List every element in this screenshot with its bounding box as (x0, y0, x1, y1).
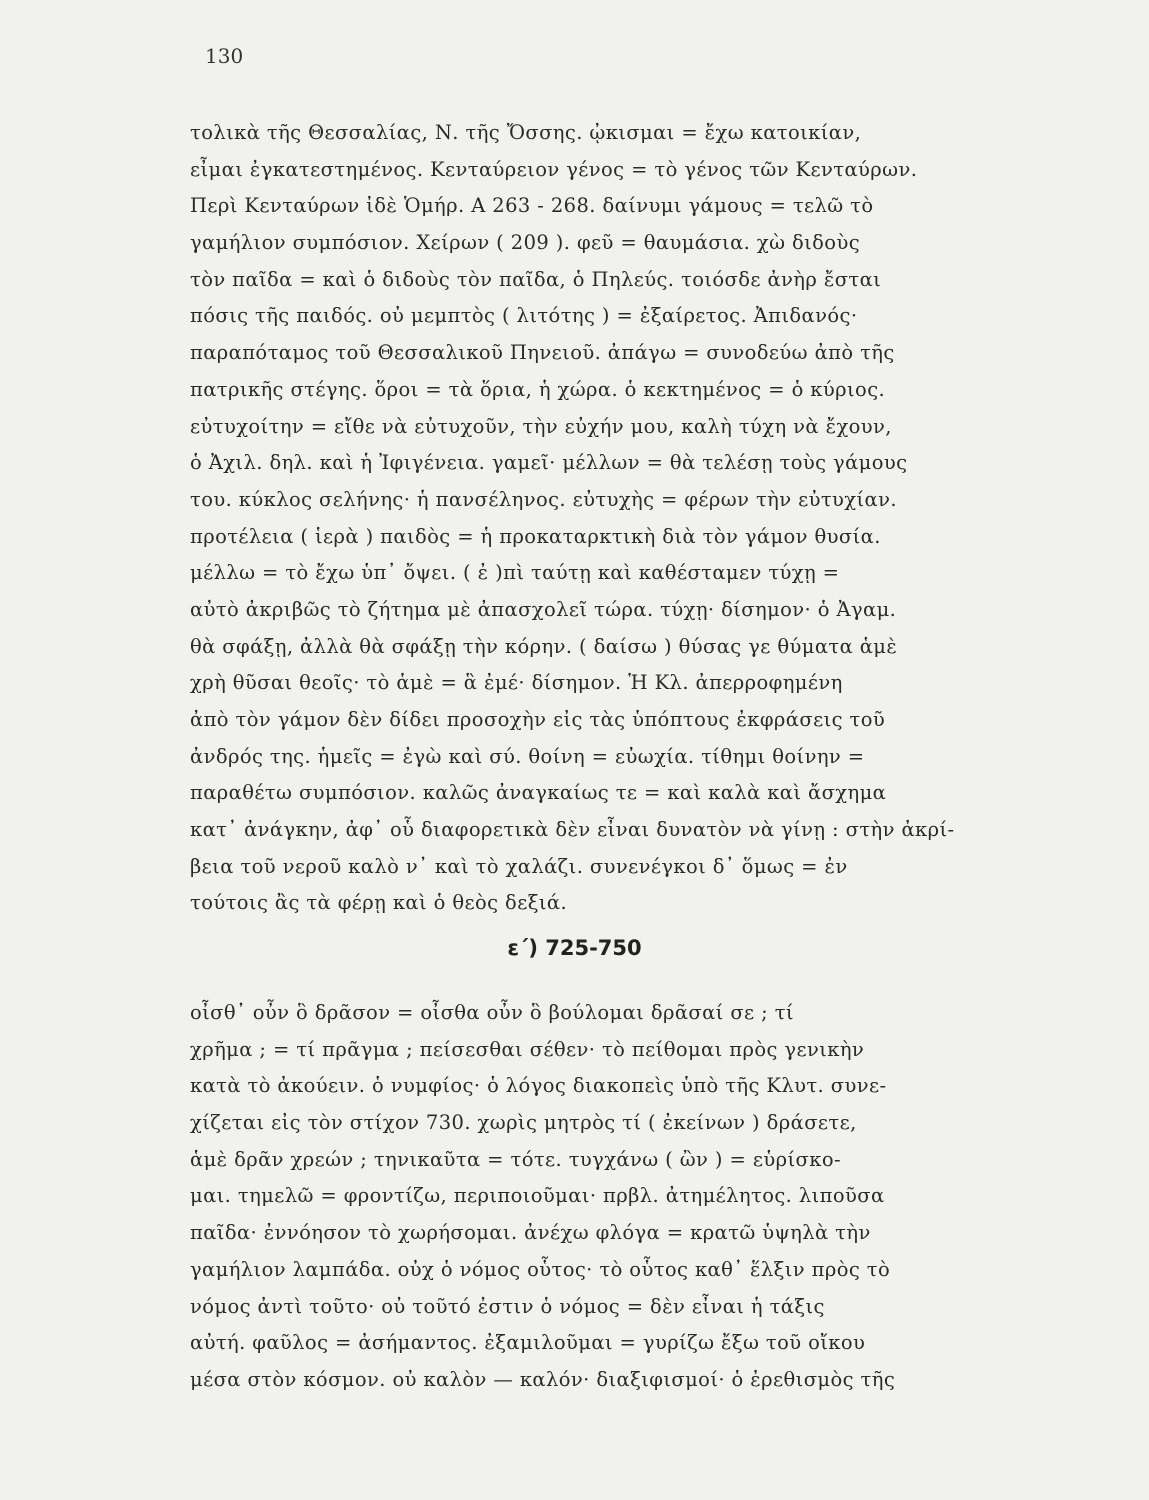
text-line: αὐτή. φαῦλος = ἀσήμαντος. ἐξαμιλοῦμαι = γυρίζω ἔξω τοῦ οἴκου (190, 1331, 866, 1355)
text-line: εὐτυχοίτην = εἴθε νὰ εὐτυχοῦν, τὴν εὐχήν μου, καλὴ τύχη νὰ ἔχουν, (190, 414, 892, 438)
text-line: παῖδα· ἐννόησον τὸ χωρήσομαι. ἀνέχω φλόγα = κρατῶ ὑψηλὰ τὴν (190, 1221, 871, 1245)
text-line: μέσα στὸν κόσμον. οὐ καλὸν — καλόν· διαξιφισμοί· ὁ ἐρεθισμὸς τῆς (190, 1367, 896, 1391)
text-line: τούτοις ἂς τὰ φέρῃ καὶ ὁ θεὸς δεξιά. (190, 891, 568, 915)
text-line: ἀπὸ τὸν γάμον δὲν δίδει προσοχὴν εἰς τὰς ὑπόπτους ἐκφράσεις τοῦ (190, 708, 886, 731)
text-line: χρὴ θῦσαι θεοῖς· τὸ ἁμὲ = ἃ ἐμέ· δίσημον. Ἡ Κλ. ἀπερροφημένη (190, 671, 843, 695)
text-line: προτέλεια ( ἱερὰ ) παιδὸς = ἡ προκαταρκτικὴ διὰ τὸν γάμον θυσία. (190, 524, 881, 548)
text-line: χίζεται εἰς τὸν στίχον 730. χωρὶς μητρὸς τί ( ἐκείνων ) δράσετε, (190, 1111, 857, 1135)
commentary-section-2 (190, 995, 1045, 1399)
text-line: εἶμαι ἐγκατεστημένος. Κενταύρειον γένος = τὸ γένος τῶν Κενταύρων. (190, 157, 918, 181)
text-line: τὸν παῖδα = καὶ ὁ διδοὺς τὸν παῖδα, ὁ Πηλεύς. τοιόσδε ἀνὴρ ἔσται (190, 267, 882, 291)
text-line: ὁ Ἀχιλ. δηλ. καὶ ἡ Ἰφιγένεια. γαμεῖ· μέλλων = θὰ τελέσῃ τοὺς γάμους (190, 451, 908, 475)
text-line: ἀνδρός της. ἡμεῖς = ἐγὼ καὶ σύ. θοίνη = εὐωχία. τίθημι θοίνην = (190, 744, 865, 768)
text-line: χρῆμα ; = τί πρᾶγμα ; πείσεσθαι σέθεν· τὸ πείθομαι πρὸς γενικὴν (190, 1037, 865, 1061)
text-line: τολικὰ τῆς Θεσσαλίας, Ν. τῆς Ὄσσης. ᾠκισμαι = ἔχω κατοικίαν, (190, 121, 862, 144)
text-line: παραπόταμος τοῦ Θεσσαλικοῦ Πηνειοῦ. ἀπάγω = συνοδεύω ἀπὸ τῆς (190, 341, 895, 365)
text-line: παραθέτω συμπόσιον. καλῶς ἀναγκαίως τε = καὶ καλὰ καὶ ἄσχημα (190, 781, 887, 805)
text-line: βεια τοῦ νεροῦ καλὸ ν᾽ καὶ τὸ χαλάζι. συνενέγκοι δ᾽ ὅμως = ἐν (190, 854, 848, 878)
text-line: νόμος ἀντὶ τοῦτο· οὐ τοῦτό ἐστιν ὁ νόμος = δὲν εἶναι ἡ τάξις (190, 1294, 825, 1318)
text-line: γαμήλιον συμπόσιον. Χείρων ( 209 ). φεῦ = θαυμάσια. χὼ διδοὺς (190, 231, 861, 255)
text-line: πόσις τῆς παιδός. οὐ μεμπτὸς ( λιτότης ) = ἐξαίρετος. Ἀπιδανός· (190, 304, 858, 328)
text-line: μέλλω = τὸ ἔχω ὑπ᾽ ὄψει. ( ἐ )πὶ ταύτῃ καὶ καθέσταμεν τύχῃ = (190, 561, 840, 585)
text-line: Περὶ Κενταύρων ἰδὲ Ὁμήρ. Α 263 - 268. δαίνυμι γάμους = τελῶ τὸ (190, 194, 874, 218)
section-heading: ε΄) 725-750 (507, 936, 642, 960)
text-line: μαι. τημελῶ = φροντίζω, περιποιοῦμαι· πρβλ. ἀτημέλητος. λιποῦσα (190, 1184, 885, 1208)
text-line: θὰ σφάξῃ, ἀλλὰ θὰ σφάξῃ τὴν κόρην. ( δαίσω ) θύσας γε θύματα ἁμὲ (190, 634, 898, 658)
text-line: οἶσθ᾽ οὖν ὃ δρᾶσον = οἶσθα οὖν ὃ βούλομαι δρᾶσαί σε ; τί (190, 1001, 794, 1024)
text-line: πατρικῆς στέγης. ὅροι = τὰ ὅρια, ἡ χώρα. ὁ κεκτημένος = ὁ κύριος. (190, 377, 886, 401)
text-line: αὐτὸ ἀκριβῶς τὸ ζήτημα μὲ ἀπασχολεῖ τώρα. τύχῃ· δίσημον· ὁ Ἀγαμ. (190, 597, 897, 621)
text-line: γαμήλιον λαμπάδα. οὐχ ὁ νόμος οὗτος· τὸ οὗτος καθ᾽ ἕλξιν πρὸς τὸ (190, 1257, 891, 1281)
text-line: κατὰ τὸ ἀκούειν. ὁ νυμφίος· ὁ λόγος διακοπεὶς ὑπὸ τῆς Κλυτ. συνε- (190, 1074, 887, 1098)
text-line: κατ᾽ ἀνάγκην, ἀφ᾽ οὗ διαφορετικὰ δὲν εἶναι δυνατὸν νὰ γίνῃ : στὴν ἀκρί- (190, 818, 955, 842)
text-line: ἁμὲ δρᾶν χρεών ; τηνικαῦτα = τότε. τυγχάνω ( ὢν ) = εὑρίσκο- (190, 1147, 841, 1171)
commentary-section-1 (190, 115, 1045, 922)
page-number: 130 (205, 44, 244, 68)
text-line: του. κύκλος σελήνης· ἡ πανσέληνος. εὐτυχὴς = φέρων τὴν εὐτυχίαν. (190, 487, 897, 511)
